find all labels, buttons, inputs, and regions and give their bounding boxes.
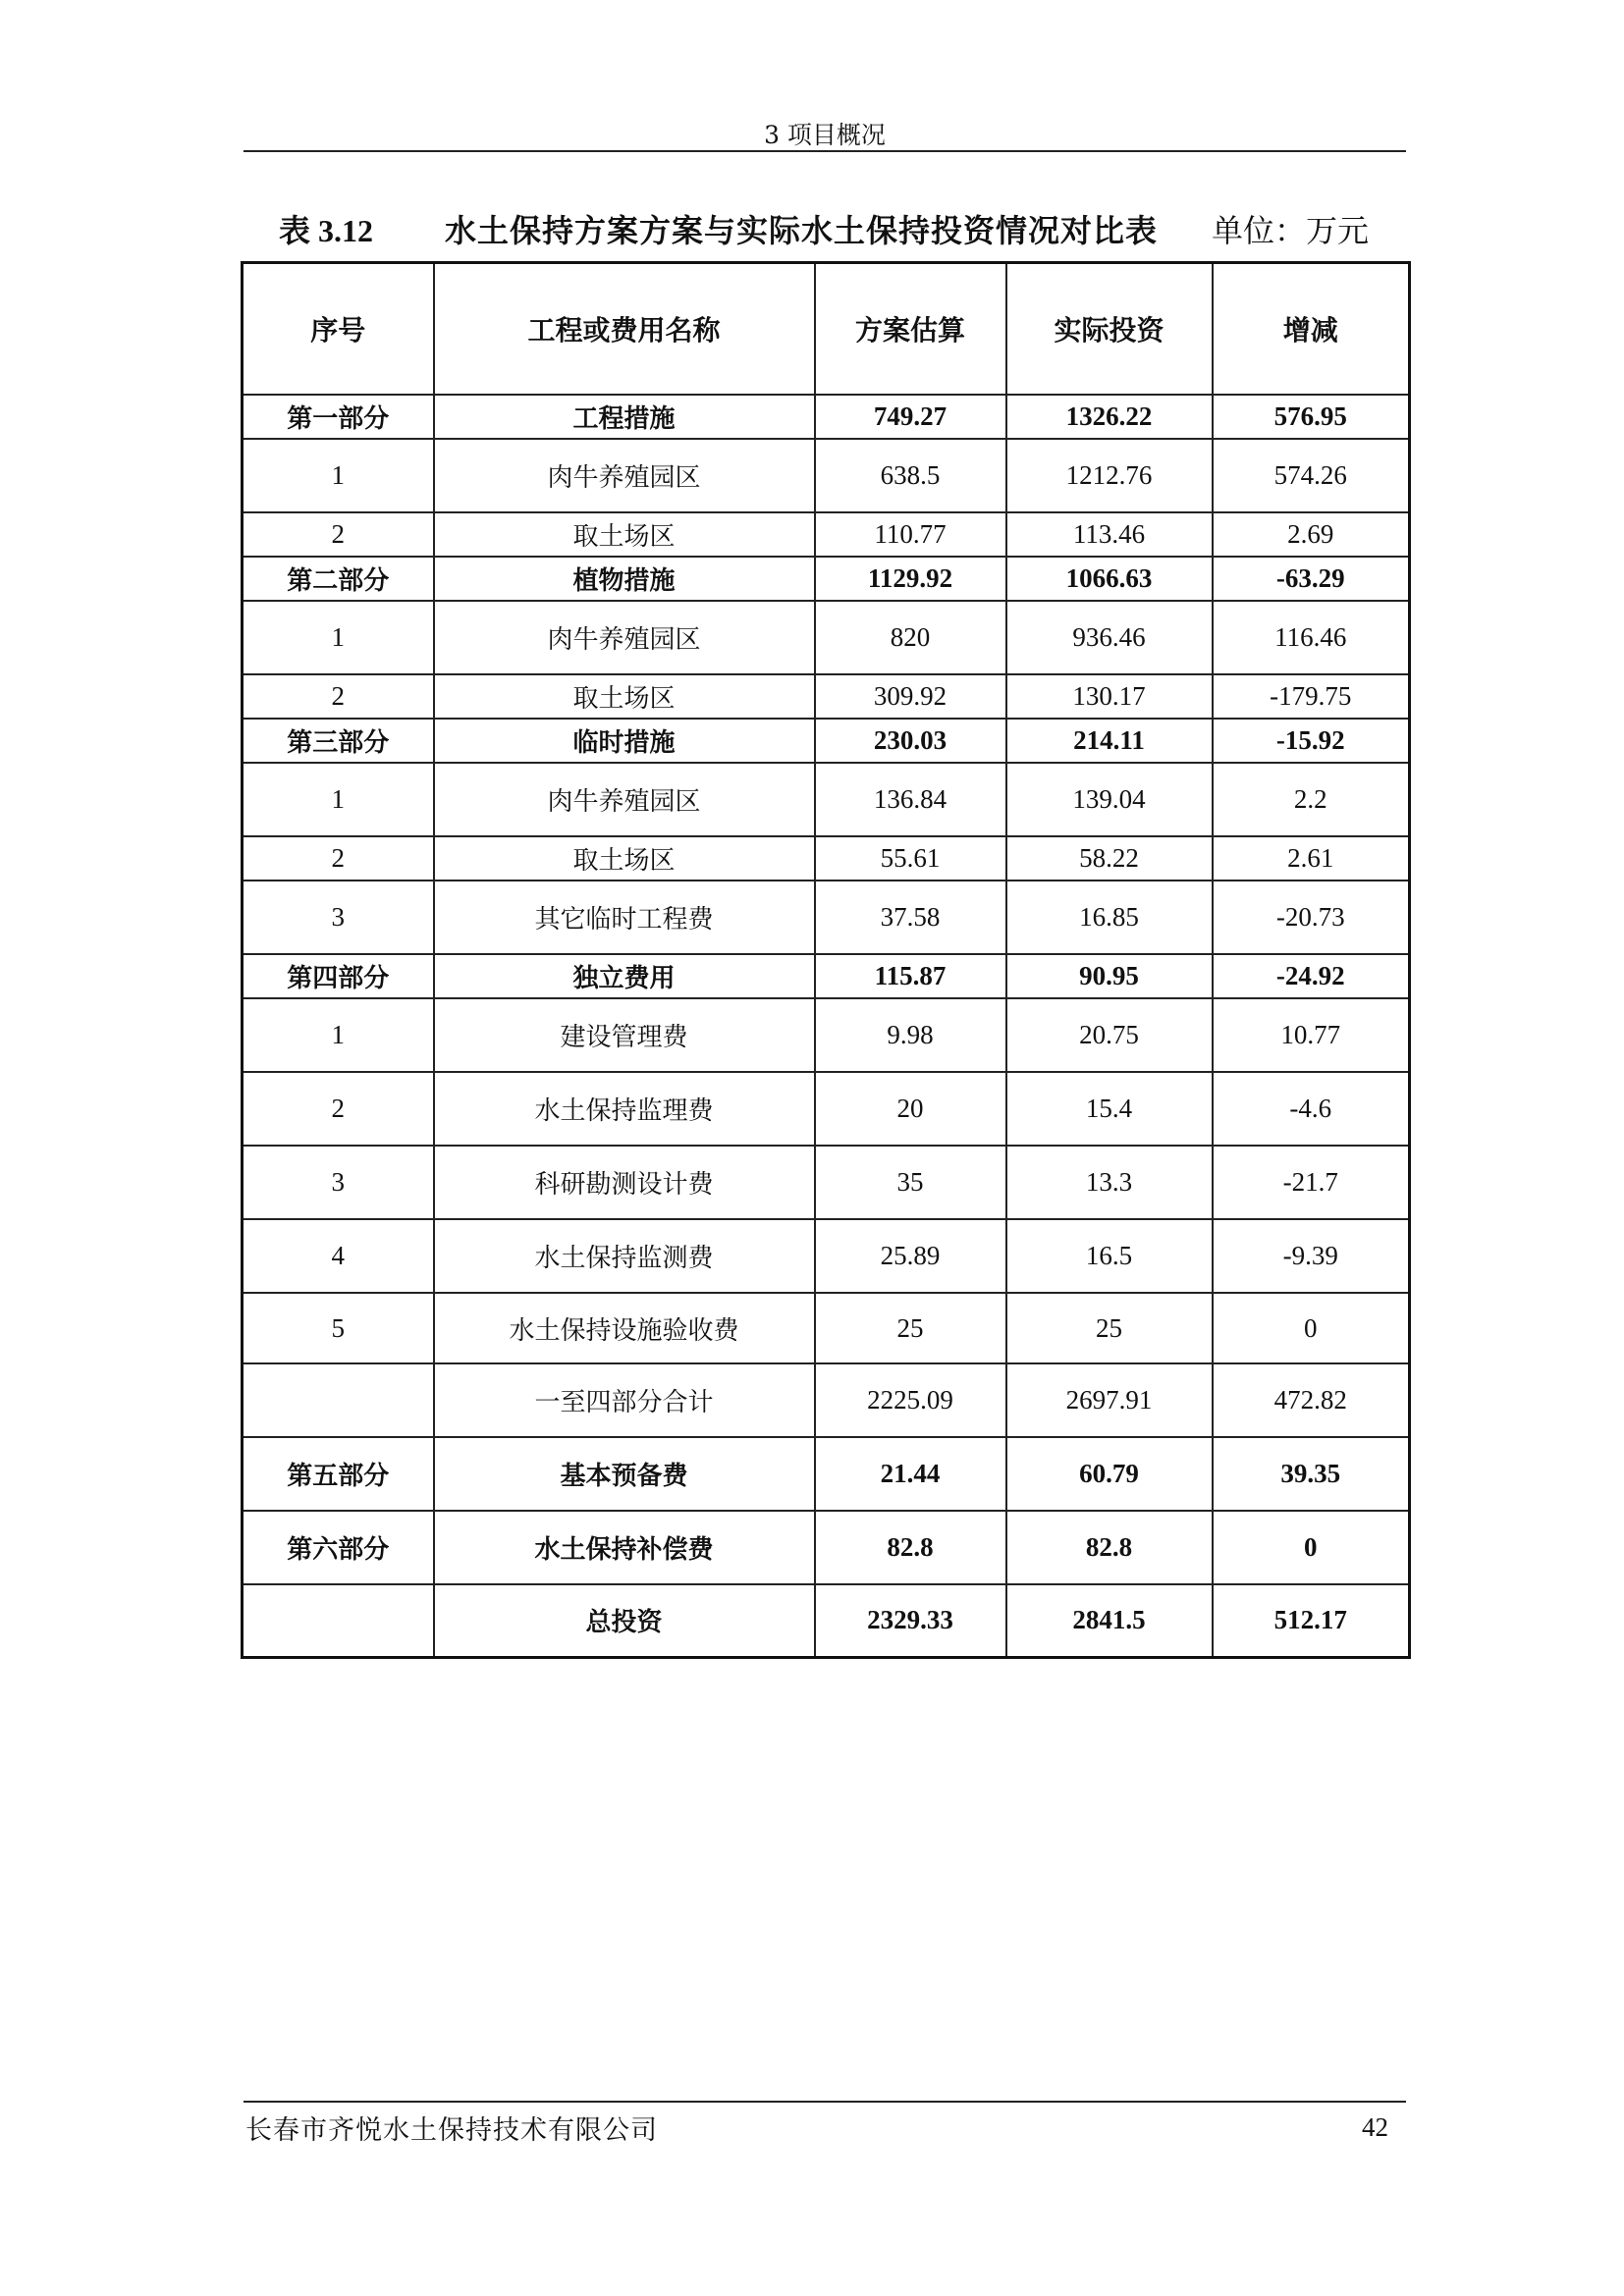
difference-cell: 2.69: [1213, 512, 1410, 557]
item-name-cell: 科研勘测设计费: [434, 1146, 815, 1219]
difference-cell: -4.6: [1213, 1072, 1410, 1146]
table-row: [243, 557, 1410, 601]
row-number-cell: 1: [243, 439, 434, 512]
item-name-cell: 建设管理费: [434, 998, 815, 1072]
actual-investment-cell: 58.22: [1006, 836, 1213, 881]
item-name-cell: 肉牛养殖园区: [434, 601, 815, 674]
table-row: [243, 998, 1410, 1072]
table-row: [243, 601, 1410, 674]
plan-estimate-cell: 2225.09: [815, 1363, 1006, 1437]
table-row: [243, 395, 1410, 439]
plan-estimate-cell: 110.77: [815, 512, 1006, 557]
table-unit: 单位：万元: [1211, 212, 1369, 249]
table-row: [243, 719, 1410, 763]
row-number-cell: 4: [243, 1219, 434, 1293]
difference-cell: 0: [1213, 1511, 1410, 1584]
investment-comparison-table: [241, 261, 1411, 1659]
difference-cell: 574.26: [1213, 439, 1410, 512]
actual-investment-cell: 139.04: [1006, 763, 1213, 836]
header-rule: [244, 150, 1406, 152]
row-number-cell: 1: [243, 998, 434, 1072]
table-row: [243, 1146, 1410, 1219]
plan-estimate-cell: 638.5: [815, 439, 1006, 512]
actual-investment-cell: 13.3: [1006, 1146, 1213, 1219]
plan-estimate-cell: 749.27: [815, 395, 1006, 439]
row-number-cell: 2: [243, 836, 434, 881]
plan-estimate-cell: 21.44: [815, 1437, 1006, 1511]
item-name-cell: 一至四部分合计: [434, 1363, 815, 1437]
item-name-cell: 植物措施: [434, 557, 815, 601]
plan-estimate-cell: 20: [815, 1072, 1006, 1146]
actual-investment-cell: 82.8: [1006, 1511, 1213, 1584]
actual-investment-cell: 1212.76: [1006, 439, 1213, 512]
page-number: 42: [1362, 2112, 1388, 2142]
table-title: 水土保持方案方案与实际水土保持投资情况对比表: [445, 212, 1159, 249]
actual-investment-cell: 20.75: [1006, 998, 1213, 1072]
item-name-cell: 取土场区: [434, 674, 815, 719]
item-name-cell: 基本预备费: [434, 1437, 815, 1511]
table-row: [243, 1363, 1410, 1437]
actual-investment-cell: 936.46: [1006, 601, 1213, 674]
table-row: [243, 439, 1410, 512]
footer-rule: [244, 2101, 1406, 2103]
row-number-cell: [243, 1363, 434, 1437]
item-name-cell: 肉牛养殖园区: [434, 439, 815, 512]
table-number: 表 3.12: [279, 213, 374, 248]
row-number-cell: 第六部分: [243, 1511, 434, 1584]
table-row: [243, 512, 1410, 557]
plan-estimate-cell: 309.92: [815, 674, 1006, 719]
actual-investment-cell: 15.4: [1006, 1072, 1213, 1146]
item-name-cell: 独立费用: [434, 954, 815, 998]
item-name-cell: 临时措施: [434, 719, 815, 763]
col-header-plan: 方案估算: [815, 263, 1006, 396]
footer-company: 长春市齐悦水土保持技术有限公司: [245, 2115, 658, 2146]
table-row: [243, 1584, 1410, 1657]
actual-investment-cell: 90.95: [1006, 954, 1213, 998]
row-number-cell: [243, 1584, 434, 1657]
difference-cell: -179.75: [1213, 674, 1410, 719]
row-number-cell: 2: [243, 512, 434, 557]
difference-cell: -21.7: [1213, 1146, 1410, 1219]
row-number-cell: 2: [243, 674, 434, 719]
plan-estimate-cell: 1129.92: [815, 557, 1006, 601]
table-row: [243, 674, 1410, 719]
table-row: [243, 954, 1410, 998]
difference-cell: 512.17: [1213, 1584, 1410, 1657]
difference-cell: -9.39: [1213, 1219, 1410, 1293]
row-number-cell: 第二部分: [243, 557, 434, 601]
plan-estimate-cell: 25.89: [815, 1219, 1006, 1293]
difference-cell: -24.92: [1213, 954, 1410, 998]
difference-cell: 472.82: [1213, 1363, 1410, 1437]
actual-investment-cell: 1066.63: [1006, 557, 1213, 601]
col-header-name: 工程或费用名称: [434, 263, 815, 396]
row-number-cell: 3: [243, 1146, 434, 1219]
running-header: 3 项目概况: [764, 121, 886, 149]
actual-investment-cell: 113.46: [1006, 512, 1213, 557]
actual-investment-cell: 130.17: [1006, 674, 1213, 719]
plan-estimate-cell: 820: [815, 601, 1006, 674]
item-name-cell: 其它临时工程费: [434, 881, 815, 954]
plan-estimate-cell: 82.8: [815, 1511, 1006, 1584]
table-header-row: [243, 263, 1410, 396]
plan-estimate-cell: 35: [815, 1146, 1006, 1219]
item-name-cell: 水土保持补偿费: [434, 1511, 815, 1584]
row-number-cell: 第四部分: [243, 954, 434, 998]
table-row: [243, 1437, 1410, 1511]
difference-cell: 2.2: [1213, 763, 1410, 836]
item-name-cell: 水土保持设施验收费: [434, 1293, 815, 1363]
item-name-cell: 取土场区: [434, 512, 815, 557]
difference-cell: 10.77: [1213, 998, 1410, 1072]
item-name-cell: 肉牛养殖园区: [434, 763, 815, 836]
row-number-cell: 第五部分: [243, 1437, 434, 1511]
table-row: [243, 1293, 1410, 1363]
difference-cell: 576.95: [1213, 395, 1410, 439]
table-body: [243, 395, 1410, 1657]
actual-investment-cell: 16.5: [1006, 1219, 1213, 1293]
actual-investment-cell: 16.85: [1006, 881, 1213, 954]
table-row: [243, 1219, 1410, 1293]
plan-estimate-cell: 230.03: [815, 719, 1006, 763]
table-row: [243, 1511, 1410, 1584]
row-number-cell: 第三部分: [243, 719, 434, 763]
table-row: [243, 1072, 1410, 1146]
row-number-cell: 3: [243, 881, 434, 954]
plan-estimate-cell: 37.58: [815, 881, 1006, 954]
item-name-cell: 水土保持监理费: [434, 1072, 815, 1146]
table-row: [243, 836, 1410, 881]
item-name-cell: 工程措施: [434, 395, 815, 439]
row-number-cell: 2: [243, 1072, 434, 1146]
difference-cell: 2.61: [1213, 836, 1410, 881]
difference-cell: -63.29: [1213, 557, 1410, 601]
difference-cell: -20.73: [1213, 881, 1410, 954]
row-number-cell: 1: [243, 601, 434, 674]
plan-estimate-cell: 25: [815, 1293, 1006, 1363]
difference-cell: 116.46: [1213, 601, 1410, 674]
col-header-actual: 实际投资: [1006, 263, 1213, 396]
difference-cell: -15.92: [1213, 719, 1410, 763]
plan-estimate-cell: 2329.33: [815, 1584, 1006, 1657]
row-number-cell: 第一部分: [243, 395, 434, 439]
plan-estimate-cell: 115.87: [815, 954, 1006, 998]
plan-estimate-cell: 9.98: [815, 998, 1006, 1072]
actual-investment-cell: 2841.5: [1006, 1584, 1213, 1657]
actual-investment-cell: 214.11: [1006, 719, 1213, 763]
actual-investment-cell: 25: [1006, 1293, 1213, 1363]
table-row: [243, 881, 1410, 954]
difference-cell: 0: [1213, 1293, 1410, 1363]
item-name-cell: 取土场区: [434, 836, 815, 881]
difference-cell: 39.35: [1213, 1437, 1410, 1511]
actual-investment-cell: 1326.22: [1006, 395, 1213, 439]
col-header-no: 序号: [243, 263, 434, 396]
item-name-cell: 总投资: [434, 1584, 815, 1657]
row-number-cell: 5: [243, 1293, 434, 1363]
actual-investment-cell: 2697.91: [1006, 1363, 1213, 1437]
plan-estimate-cell: 136.84: [815, 763, 1006, 836]
actual-investment-cell: 60.79: [1006, 1437, 1213, 1511]
plan-estimate-cell: 55.61: [815, 836, 1006, 881]
row-number-cell: 1: [243, 763, 434, 836]
table-row: [243, 763, 1410, 836]
col-header-diff: 增减: [1213, 263, 1410, 396]
item-name-cell: 水土保持监测费: [434, 1219, 815, 1293]
